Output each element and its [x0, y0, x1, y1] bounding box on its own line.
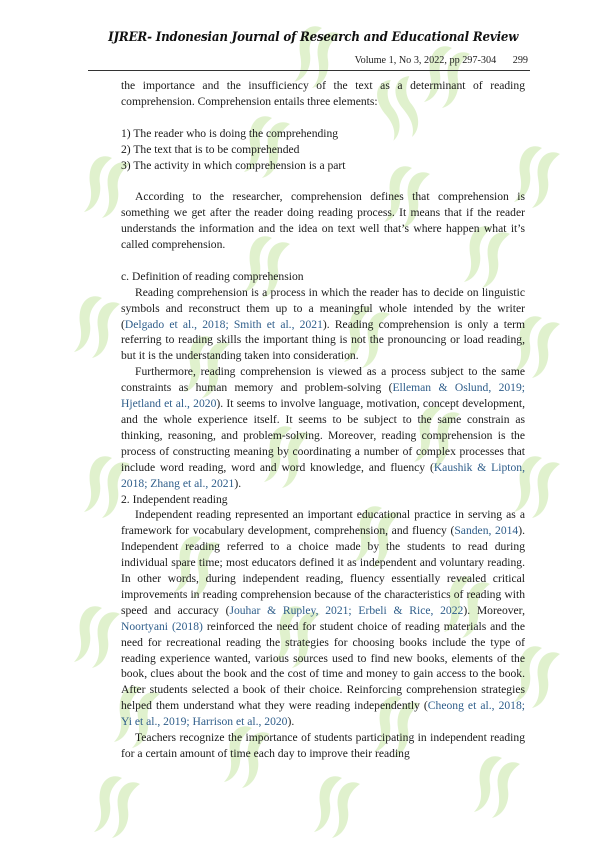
paragraph-furthermore [121, 364, 525, 491]
text-run: Independent reading represented an important educational practice in serving as a framework for vocabulary development, comprehension, and fluency ( [121, 508, 525, 538]
text-run: Reading comprehension is a process in which the reader has to decide on linguistic symbols and reconstruct them up to a meaningful whole intended by the writer ( [121, 285, 525, 331]
paragraph-reading-comprehension [121, 285, 525, 365]
page-number: 299 [512, 55, 528, 66]
text-run: reinforced the need for student choice of reading materials and the need for recreational reading the strategies for choosing books include the type of reading experience wanted, various sources used to find new books, elements of the book, clues about the book and the cost of time and money to gain access to the book. After students selected a book of their choice. Reinforcing comprehension strategies helped them understand what they were reading independently ( [121, 619, 525, 713]
subsection-heading-c: c. Definition of reading comprehension [121, 269, 304, 283]
list-item-reader: 1) The reader who is doing the comprehending [121, 126, 339, 140]
body-text [121, 78, 525, 762]
citation-link[interactable]: Sanden, 2014 [454, 524, 519, 538]
citation-link[interactable]: Jouhar & Rupley, 2021; Erbeli & Rice, 2022 [229, 603, 464, 617]
text-run: ). Reading comprehension is only a term referring to reading skills the important thing is not the pronouncing or load reading, but it is the understanding taken into consideration. [121, 317, 525, 363]
citation-link[interactable]: Elleman & Oslund, 2019; Hjetland et al., 2020 [121, 381, 525, 411]
text-run: ). It seems to involve language, motivation, concept development, and the whole experience itself. It seems to be subject to the same constrain as thinking, reasoning, and problem-solving. Moreover, reading comprehension is the process of constructing meaning by coordinating a number of complex processes that include word reading, word and word knowledge, and fluency ( [121, 397, 525, 474]
citation-link[interactable]: Kaushik & Lipton, 2018; Zhang et al., 2021 [121, 460, 525, 490]
paragraph-researcher-definition: According to the researcher, comprehension defines that comprehension is something we get after the reader doing reading process. It means that if the reader understands the information and the idea on text well that’s where happen what it’s called comprehension. [121, 190, 525, 252]
header-divider [88, 70, 530, 71]
text-run: ). Moreover, [463, 603, 525, 617]
section-heading-independent-reading: 2. Independent reading [121, 492, 228, 506]
text-run: ). [287, 715, 295, 729]
citation-link[interactable]: Cheong et al., 2018; Yi et al., 2019; Harrison et al., 2020 [121, 699, 525, 729]
paragraph-teachers: Teachers recognize the importance of students participating in independent reading for a certain amount of time each day to improve their reading [121, 731, 525, 761]
paragraph-continued: the importance and the insufficiency of the text as a determinant of reading comprehension. Comprehension entails three elements: [121, 79, 525, 108]
list-item-text: 2) The text that is to be comprehended [121, 142, 300, 156]
text-run: ). [234, 476, 242, 490]
list-item-activity: 3) The activity in which comprehension is a part [121, 158, 346, 172]
journal-title: IJRER- Indonesian Journal of Research and Educational Review [107, 29, 518, 44]
running-head [355, 55, 528, 66]
volume-info: Volume 1, No 3, 2022, pp 297-304 [354, 55, 497, 66]
text-run: Furthermore, reading comprehension is viewed as a process subject to the same constraints as human memory and problem-solving ( [121, 365, 525, 395]
citation-link[interactable]: Noortyani (2018) [121, 619, 203, 633]
citation-link[interactable]: Delgado et al., 2018; Smith et al., 2021 [124, 317, 323, 331]
paragraph-independent-reading [121, 507, 525, 730]
text-run: ). Independent reading referred to a choice made by the students to read during individual spare time; most educators defined it as independent and voluntary reading. In other words, during independent reading, fluency essentially revealed critical improvements in reading comprehension because of the characteristics of reading with speed and accuracy ( [121, 524, 525, 617]
